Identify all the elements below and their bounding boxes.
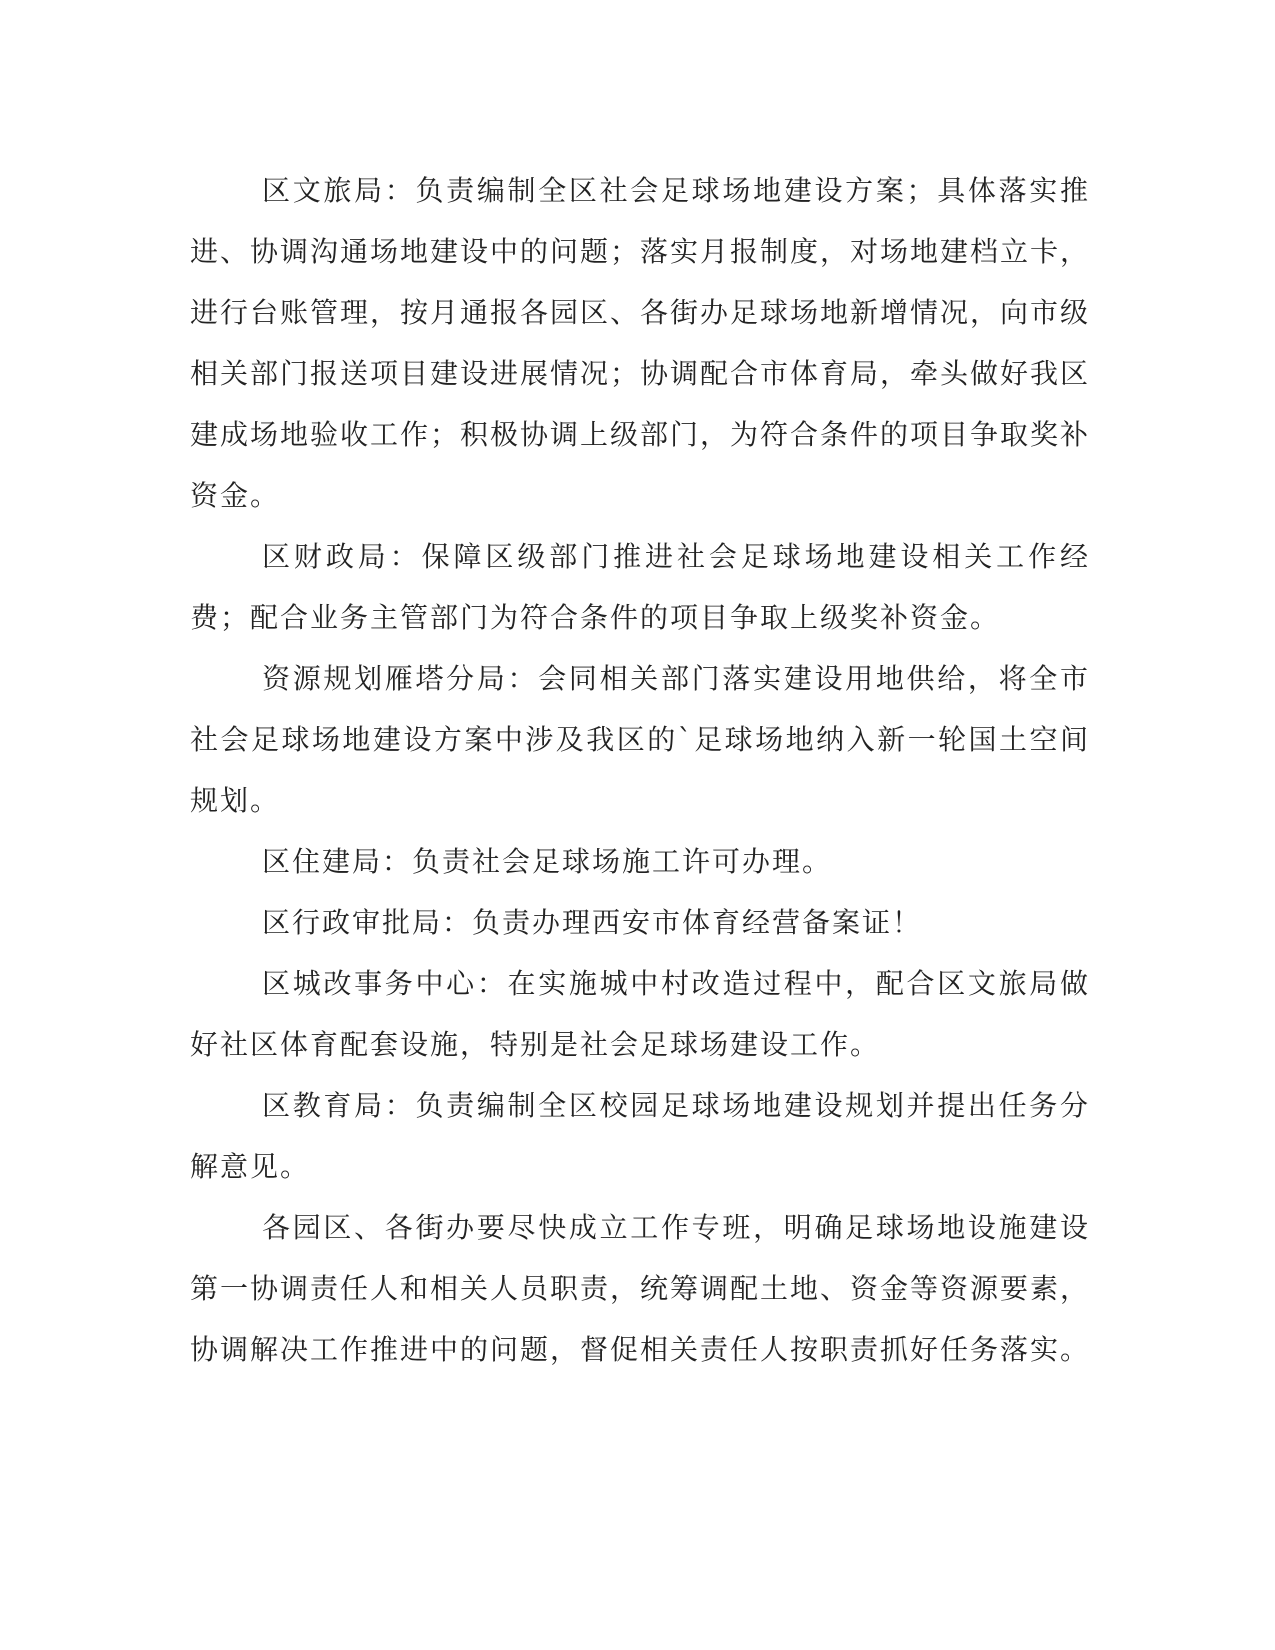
paragraph-housing-construction-bureau: 区住建局：负责社会足球场施工许可办理。	[262, 845, 833, 878]
paragraph-culture-tourism-bureau: 区文旅局：负责编制全区社会足球场地建设方案；具体落实推进、协调沟通场地建设中的问题；落实月报制度，对场地建档立卡，进行台账管理，按月通报各园区、各街办足球场地新增情况，向市级相关部门报送项目建设进展情况；协调配合市体育局，牵头做好我区建成场地验收工作；积极协调上级部门，为符合条件的项目争取奖补资金。	[190, 174, 1091, 512]
paragraph-parks-and-subdistricts: 各园区、各街办要尽快成立工作专班，明确足球场地设施建设第一协调责任人和相关人员职责，统筹调配土地、资金等资源要素，协调解决工作推进中的问题，督促相关责任人按职责抓好任务落实。	[190, 1211, 1091, 1366]
paragraph-administrative-approval-bureau: 区行政审批局：负责办理西安市体育经营备案证！	[262, 906, 923, 939]
paragraph-education-bureau: 区教育局：负责编制全区校园足球场地建设规划并提出任务分解意见。	[190, 1089, 1090, 1183]
paragraph-resource-planning-branch: 资源规划雁塔分局：会同相关部门落实建设用地供给，将全市社会足球场地建设方案中涉及我区的`足球场地纳入新一轮国土空间规划。	[190, 662, 1090, 817]
document-body	[190, 160, 1090, 1380]
paragraph-urban-renewal-center: 区城改事务中心：在实施城中村改造过程中，配合区文旅局做好社区体育配套设施，特别是社会足球场建设工作。	[190, 967, 1090, 1061]
paragraph-finance-bureau: 区财政局：保障区级部门推进社会足球场地建设相关工作经费；配合业务主管部门为符合条件的项目争取上级奖补资金。	[190, 540, 1090, 634]
